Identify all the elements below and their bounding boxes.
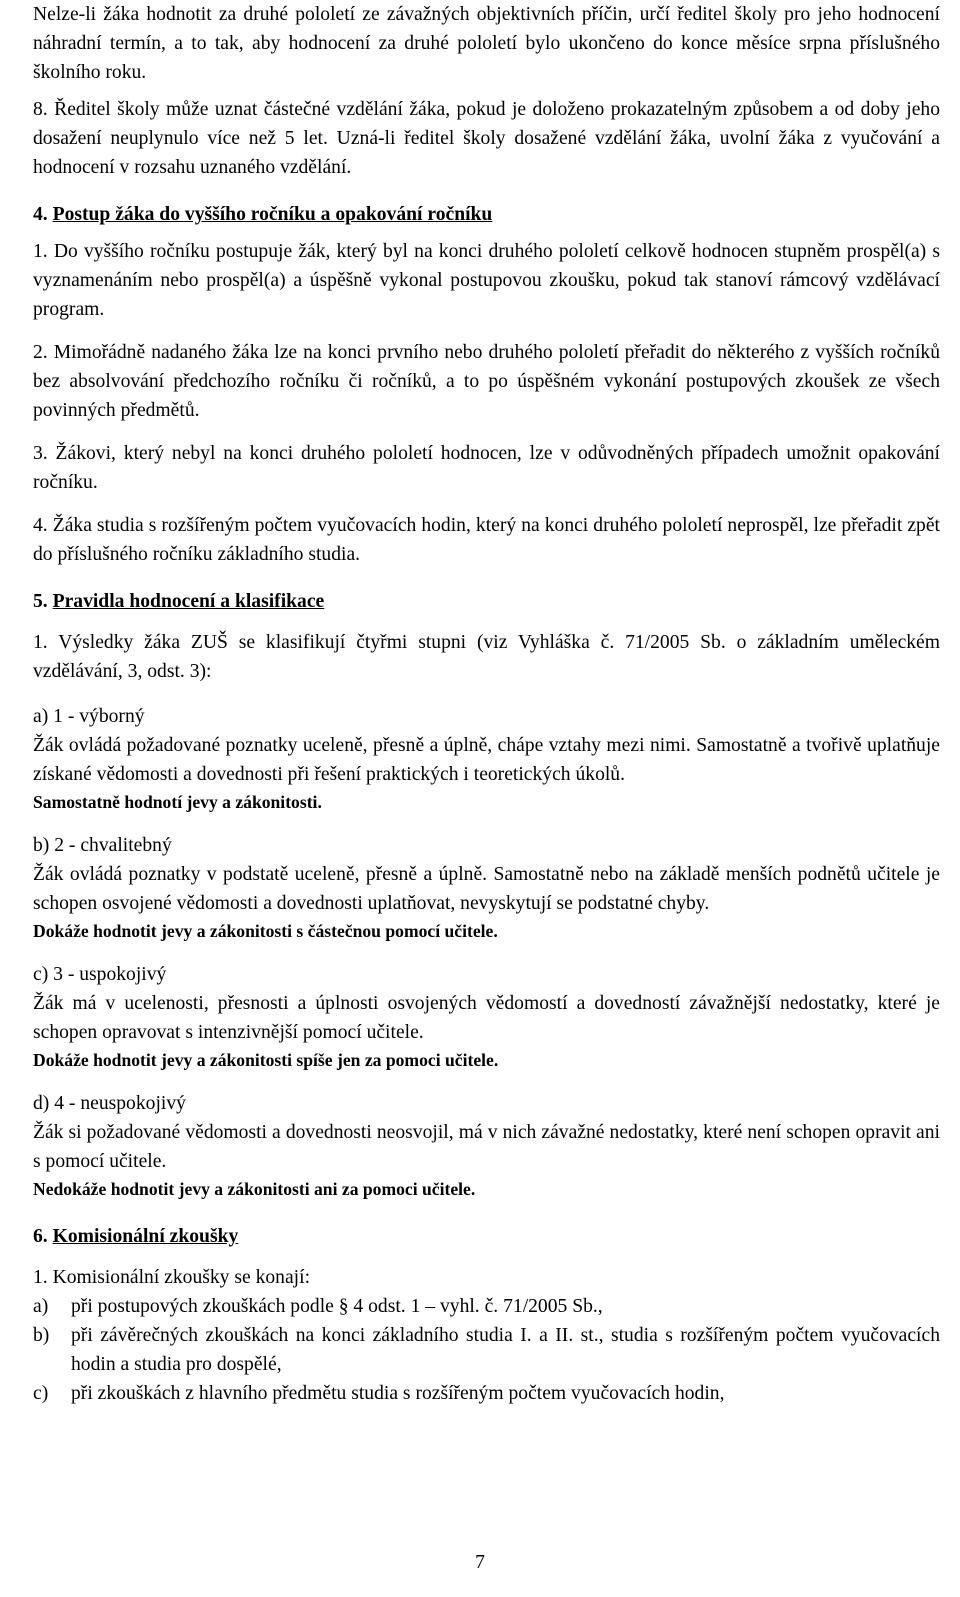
grade-3-bold: Dokáže hodnotit jevy a zákonitosti spíše jen za pomoci učitele. (33, 1050, 499, 1070)
section-4-title: Postup žáka do vyššího ročníku a opakování ročníku (52, 204, 493, 225)
paragraph-intro: Nelze-li žáka hodnotit za druhé pololetí ze závažných objektivních příčin, určí ředitel školy pro jeho hodnocení náhradní termín, a to tak, aby hodnocení za druhé pololetí bylo ukončeno do konce měsíce srpna příslušného školního roku. (33, 4, 940, 83)
grade-2-block (33, 831, 940, 944)
section-6-number: 6. (33, 1226, 48, 1247)
section-5-number: 5. (33, 591, 48, 612)
section-4-paragraph-4: 4. Žáka studia s rozšířeným počtem vyučovacích hodin, který na konci druhého pololetí neprospěl, lze přeřadit zpět do příslušného ročníku základního studia. (33, 515, 940, 565)
grade-2-bold: Dokáže hodnotit jevy a zákonitosti s částečnou pomocí učitele. (33, 921, 498, 941)
grade-4-block (33, 1089, 940, 1202)
section-4-paragraph-1: 1. Do vyššího ročníku postupuje žák, který byl na konci druhého pololetí celkově hodnocen stupněm prospěl(a) s vyznamenáním nebo prospěl(a) a úspěšně vykonal postupovou zkoušku, pokud tak stanoví rámcový vzdělávací program. (33, 241, 940, 320)
section-6-heading (33, 1222, 940, 1251)
exam-list (33, 1292, 940, 1408)
section-4-paragraph-2: 2. Mimořádně nadaného žáka lze na konci prvního nebo druhého pololetí přeřadit do některého z vyšších ročníků bez absolvování předchozího ročníku či ročníků, a to po úspěšném vykonání postupových zkoušek ze všech povinných předmětů. (33, 342, 940, 421)
grade-1-title: a) 1 - výborný (33, 706, 145, 727)
section-5-paragraph-1: 1. Výsledky žáka ZUŠ se klasifikují čtyřmi stupni (viz Vyhláška č. 71/2005 Sb. o základním uměleckém vzdělávání, 3, odst. 3): (33, 632, 940, 682)
grade-4-bold: Nedokáže hodnotit jevy a zákonitosti ani za pomoci učitele. (33, 1179, 476, 1199)
list-marker: a) (33, 1296, 49, 1317)
list-text: při postupových zkouškách podle § 4 odst. 1 – vyhl. č. 71/2005 Sb., (71, 1296, 603, 1317)
grade-2-text: Žák ovládá poznatky v podstatě uceleně, přesně a úplně. Samostatně nebo na základě menších podnětů učitele je schopen osvojené vědomosti a dovednosti uplatňovat, nevyskytují se podstatné chyby. (33, 864, 940, 914)
paragraph-8: 8. Ředitel školy může uznat částečné vzdělání žáka, pokud je doloženo prokazatelným způsobem a od doby jeho dosažení neuplynulo více než 5 let. Uzná-li ředitel školy dosažené vzdělání žáka, uvolní žáka z vyučování a hodnocení v rozsahu uznaného vzdělání. (33, 99, 940, 178)
page-number: 7 (475, 1552, 485, 1573)
grade-3-block (33, 960, 940, 1073)
grade-3-text: Žák má v ucelenosti, přesnosti a úplnosti osvojených vědomostí a dovedností závažnější nedostatky, které je schopen opravovat s intenzivnější pomocí učitele. (33, 993, 940, 1043)
grade-3-title: c) 3 - uspokojivý (33, 964, 167, 985)
section-5-title: Pravidla hodnocení a klasifikace (52, 591, 325, 612)
grade-1-bold: Samostatně hodnotí jevy a zákonitosti. (33, 792, 322, 812)
section-6-title: Komisionální zkoušky (52, 1226, 239, 1247)
list-marker: c) (33, 1383, 49, 1404)
list-item (33, 1379, 940, 1408)
grade-4-text: Žák si požadované vědomosti a dovednosti neosvojil, má v nich závažné nedostatky, které není schopen opravit ani s pomocí učitele. (33, 1122, 940, 1172)
grade-4-title: d) 4 - neuspokojivý (33, 1093, 186, 1114)
list-text: při zkouškách z hlavního předmětu studia s rozšířeným počtem vyučovacích hodin, (71, 1383, 725, 1404)
section-6-paragraph-1: 1. Komisionální zkoušky se konají: (33, 1267, 311, 1288)
list-item (33, 1321, 940, 1379)
list-item (33, 1292, 940, 1321)
list-text: při závěrečných zkouškách na konci základního studia I. a II. st., studia s rozšířeným počtem vyučovacích hodin a studia pro dospělé, (71, 1325, 940, 1375)
grade-2-title: b) 2 - chvalitebný (33, 835, 172, 856)
list-marker: b) (33, 1325, 50, 1346)
section-4-heading (33, 200, 940, 229)
section-5-heading (33, 587, 940, 616)
grade-1-text: Žák ovládá požadované poznatky uceleně, přesně a úplně, chápe vztahy mezi nimi. Samostatně a tvořivě uplatňuje získané vědomosti a dovednosti při řešení praktických i teoretických úkolů. (33, 735, 940, 785)
grade-1-block (33, 702, 940, 815)
section-4-number: 4. (33, 204, 48, 225)
section-4-paragraph-3: 3. Žákovi, který nebyl na konci druhého pololetí hodnocen, lze v odůvodněných případech umožnit opakování ročníku. (33, 443, 940, 493)
